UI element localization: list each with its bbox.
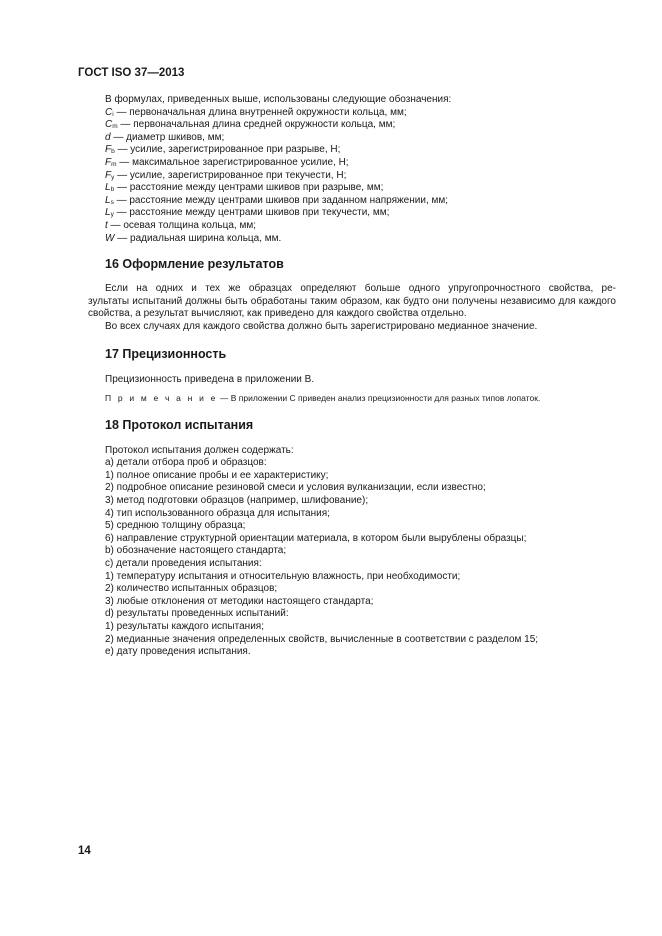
symbol: $C_i$ [105, 106, 114, 118]
protocol-list [88, 445, 616, 659]
section-18-heading: 18 Протокол испытания [105, 417, 254, 432]
section-17-note [88, 392, 616, 405]
list-item: b) обозначение настоящего стандарта; [105, 545, 287, 557]
list-item: 6) направление структурной ориентации материала, в котором были вырублены образцы; [105, 532, 527, 544]
list-item: e) дату проведения испытания. [105, 646, 251, 658]
symbols-list [88, 107, 616, 246]
section-17-heading: 17 Прецизионность [105, 346, 227, 361]
symbol-item: d — диаметр шкивов, мм; [105, 131, 225, 143]
document-content [88, 94, 616, 659]
list-item: 2) количество испытанных образцов; [105, 583, 278, 595]
section-16-heading: 16 Оформление результатов [105, 257, 284, 272]
list-item: 3) метод подготовки образцов (например, шлифование); [105, 495, 369, 507]
symbol-item: $F_m$ — максимальное зарегистрированное усилие, Н; [105, 156, 349, 168]
list-item: 1) температуру испытания и относительную влажность, при необходимости; [105, 570, 461, 582]
symbols-intro: В формулах, приведенных выше, использованы следующие обозначения: [105, 94, 452, 105]
list-item: 3) любые отклонения от методики настоящего стандарта; [105, 595, 374, 607]
symbol: d [105, 131, 111, 143]
list-item: 5) среднюю толщину образца; [105, 520, 246, 532]
symbol-item: W — радиальная ширина кольца, мм. [105, 232, 282, 244]
note-label: П р и м е ч а н и е [105, 393, 218, 404]
note-text: — В приложении С приведен анализ прецизионности для разных типов лопаток. [217, 393, 541, 404]
symbol: $L_b$ [105, 182, 115, 194]
section-16-paragraph-1: Если на одних и тех же образцах определяют больше одного упругопрочностного свойства, ре- зультаты испытаний должны быть обработаны таким образом, как будто они получены независимо для каждого свойства, а результат вычисляют, как приведено для каждого свойства отдельно. [88, 283, 616, 320]
symbol-item: $F_b$ — усилие, зарегистрированное при разрыве, Н; [105, 144, 341, 156]
symbol: $F_y$ [105, 169, 115, 181]
document-header: ГОСТ ISO 37—2013 [78, 67, 185, 79]
symbol-item: $L_y$ — расстояние между центрами шкивов при текучести, мм; [105, 207, 390, 219]
symbol: t [105, 219, 108, 231]
list-item: d) результаты проведенных испытаний: [105, 608, 289, 620]
list-item: 1) полное описание пробы и ее характеристику; [105, 469, 329, 481]
symbol: $C_m$ [105, 119, 118, 131]
section-16-paragraph-2: Во всех случаях для каждого свойства должно быть зарегистрировано медианное значение. [105, 320, 538, 332]
symbol-item: $F_y$ — усилие, зарегистрированное при текучести, Н; [105, 169, 347, 181]
list-item: a) детали отбора проб и образцов: [105, 457, 267, 469]
symbol-item: t — осевая толщина кольца, мм; [105, 219, 256, 231]
list-item: c) детали проведения испытания: [105, 558, 262, 570]
symbol-item: $L_s$ — расстояние между центрами шкивов при заданном напряжении, мм; [105, 194, 449, 206]
symbol-item: $C_m$ — первоначальная длина средней окружности кольца, мм; [105, 119, 396, 131]
symbol-item: $C_i$ — первоначальная длина внутренней окружности кольца, мм; [105, 106, 407, 118]
symbol: W [105, 232, 115, 244]
symbol: $F_b$ [105, 144, 115, 156]
list-item: 2) подробное описание резиновой смеси и условия вулканизации, если известно; [105, 482, 486, 494]
list-item: 4) тип использованного образца для испытания; [105, 507, 330, 519]
list-item: 2) медианные значения определенных свойств, вычисленные в соответствии с разделом 15; [105, 633, 539, 645]
page-number: 14 [78, 845, 91, 857]
section-17-paragraph: Прецизионность приведена в приложении В. [105, 373, 315, 385]
symbol: $L_s$ [105, 194, 114, 206]
symbol-item: $L_b$ — расстояние между центрами шкивов при разрыве, мм; [105, 182, 384, 194]
symbol: $F_m$ [105, 156, 117, 168]
list-item: 1) результаты каждого испытания; [105, 621, 264, 632]
symbol: $L_y$ [105, 207, 114, 219]
list-item: Протокол испытания должен содержать: [105, 444, 294, 456]
